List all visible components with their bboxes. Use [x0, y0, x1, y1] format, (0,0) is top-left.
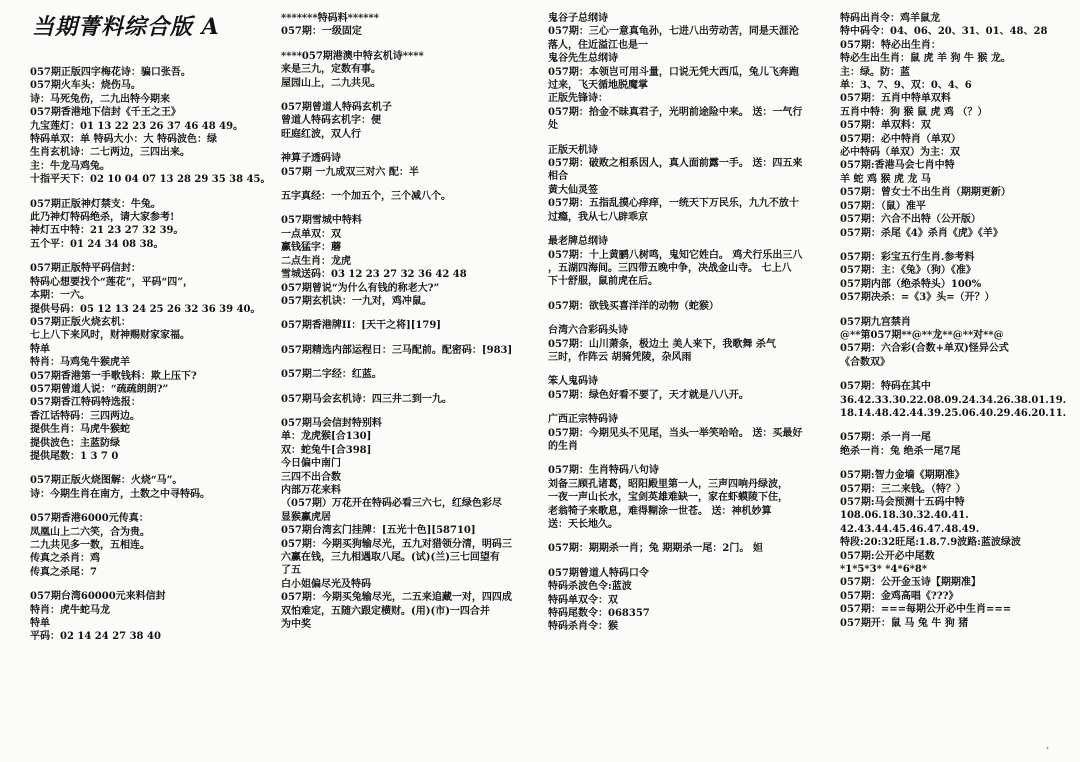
- text-line: 特段:20:32旺尾:1.8.7.9波路:蓝波绿波: [840, 537, 1021, 549]
- text-line: 057期：一级固定: [281, 26, 362, 38]
- text-line: 057期：公开金玉诗【期期准】: [840, 577, 981, 589]
- text-line: 057期：单双料：双: [840, 120, 931, 132]
- text-line: 057期:香港马会七肖中特: [840, 160, 955, 172]
- text-line: 双：蛇兔牛[合398]: [281, 444, 372, 456]
- text-line: 本期：一六。: [30, 290, 90, 302]
- column-3-section: [548, 235, 832, 289]
- text-line: 057期香港地下信封《千王之王》: [30, 107, 181, 119]
- text-line: 057期：特必出生肖：: [840, 39, 941, 51]
- text-line: 三四不出合数: [281, 471, 341, 483]
- text-line: 057期雪城中特料: [281, 215, 362, 227]
- column-3-section: [548, 413, 832, 453]
- text-line: 落人，住近溢江也是一: [548, 39, 648, 51]
- column-3-section: [548, 300, 832, 313]
- text-line: 057期：===每期公开必中生肖===: [840, 604, 1012, 616]
- text-line: 特单: [30, 618, 50, 630]
- text-line: 五肖中特：狗 猴 鼠 虎 鸡 （？）: [840, 106, 988, 118]
- text-line: 057期正版神灯禁支：牛兔。: [30, 198, 161, 210]
- column-1-section: [30, 198, 278, 252]
- column-3-section: [548, 324, 832, 364]
- column-1-section: [30, 474, 278, 501]
- text-line: 057期：杀尾《4》杀肖《虎》《羊》: [840, 227, 1003, 239]
- text-line: 057期：三心一意真龟孙，七进八出劳动苦，同是天涯沦: [548, 26, 799, 38]
- text-line: 神灯五中特：21 23 27 32 39。: [30, 225, 184, 237]
- text-line: 057期：六合不出特（公开版）: [840, 214, 981, 226]
- text-line: 笨人鬼码诗: [548, 376, 598, 388]
- column-2-section: [281, 214, 541, 308]
- text-line: 单：3、7、9、双：0、4、6: [840, 80, 972, 92]
- text-line: 057期：（鼠）准平: [840, 200, 926, 212]
- text-line: 送：天长地久。: [548, 519, 618, 530]
- column-2-section: [281, 152, 541, 179]
- text-line: 057期：杀一肖一尾: [840, 432, 931, 444]
- column-2: [281, 12, 541, 642]
- column-3-section: [548, 567, 832, 634]
- text-line: 057期正版火烧图解：火烧“马”。: [30, 475, 183, 487]
- text-line: 057期：今期买兔输尽光，二五来追藏一对，四四成: [281, 592, 512, 604]
- page-title: 当期菁料综合版 A: [32, 14, 220, 40]
- text-line: 057期：绿色好看不要了，天才就是八八开。: [548, 389, 749, 401]
- text-line: 神算子透码诗: [281, 153, 341, 165]
- text-line: 五字真经：一个加五个，三个减八个。: [281, 191, 451, 203]
- text-line: 特肖：虎牛蛇马龙: [30, 604, 110, 616]
- column-1-section: [30, 512, 278, 579]
- text-line: 主：牛龙马鸡兔。: [30, 160, 110, 172]
- text-line: 二九共见多一数，五相连。: [30, 540, 150, 551]
- column-2-section: [281, 12, 541, 39]
- text-line: 057期正版火烧玄机：: [30, 316, 131, 328]
- text-line: 057期：本领岂可用斗量，口说无凭大西瓜，兔儿飞奔跑: [548, 66, 799, 78]
- text-line: 057期：必中特肖（单双）: [840, 133, 961, 145]
- text-line: 提供生肖：马虎牛猴蛇: [30, 424, 130, 436]
- text-line: ，五湖四海间。三四带五晚中争，决战金山寺。 七上八: [548, 262, 792, 274]
- text-line: 057期马会玄机诗：四三井二到一九。: [281, 393, 452, 405]
- corner-mark: 、: [1046, 741, 1054, 750]
- text-line: 特码杀肖令：猴: [548, 621, 618, 633]
- text-line: 057期内部（绝杀特头）100%: [840, 278, 982, 290]
- text-line: 057期：特码在其中: [840, 381, 931, 393]
- text-line: 鬼谷先生总纲诗: [548, 53, 618, 65]
- text-line: 来是三九，定数有事。: [281, 64, 381, 76]
- text-line: 显猴赢虎居: [281, 511, 331, 523]
- column-4-section: [840, 431, 1076, 458]
- text-line: 六赢在钱，三九相遇取八尾。(试)(兰)三七回望有: [281, 552, 500, 563]
- text-line: 传真之杀肖：鸡: [30, 553, 100, 565]
- text-line: 提供波色：主蓝防绿: [30, 437, 120, 449]
- column-4: [840, 12, 1076, 641]
- text-line: 黄大仙灵签: [548, 184, 598, 196]
- text-line: 057期:马会预测十五码中特: [840, 497, 965, 508]
- text-line: 057期精选内部运程日：三马配前。配密码：[983]: [281, 344, 513, 356]
- text-line: 单：龙虎猴[合130]: [281, 431, 372, 443]
- text-line: 057期玄机诀：一九对，鸡冲鼠。: [281, 295, 432, 307]
- text-line: 相合: [548, 171, 568, 183]
- column-3: [548, 12, 832, 645]
- text-line: 057期：山川萧条，极边土 美人来下，我歌舞 杀气: [548, 338, 776, 350]
- text-line: 057期香江特码特选报：: [30, 397, 141, 409]
- text-line: 057期火车头：烧伤马。: [30, 80, 141, 92]
- text-line: （057期）万花开在特码必看三六七，红绿色彩尽: [281, 498, 502, 510]
- text-line: 057期：今期见头不见尾，当头一举笑哈哈。 送：买最好: [548, 427, 803, 439]
- text-line: 七上八下来风时，财神赐财家家福。: [30, 330, 190, 342]
- text-line: 下十舒服，鼠前虎在后。: [548, 276, 658, 288]
- text-line: *1*5*3* *4*6*8*: [840, 564, 928, 576]
- text-line: 凤凰山上二六笑，合为贵。: [30, 526, 150, 538]
- column-4-section: [840, 251, 1076, 305]
- text-line: 诗：今期生肖在南方，土数之中寻特码。: [30, 488, 210, 500]
- column-3-section: [548, 542, 832, 555]
- column-3-section: [548, 12, 832, 133]
- column-3-section: [548, 144, 832, 224]
- text-line: 057期台湾玄门挂牌：[五光十色][58710]: [281, 525, 476, 537]
- text-line: 提供尾数：1 3 7 0: [30, 450, 119, 462]
- text-line: 九宝莲灯：01 13 22 23 26 37 46 48 49。: [30, 120, 244, 132]
- text-line: 057期曾道人特码口令: [548, 567, 649, 579]
- column-2-section: [281, 344, 541, 357]
- text-line: 老翁犄子来歌息，难得糊涂一世苍。 送：神机妙算: [548, 505, 772, 517]
- text-line: 特码单双：单 特码大小：大 特码波色：绿: [30, 134, 217, 146]
- text-line: 正版天机诗: [548, 144, 598, 156]
- column-4-section: [840, 316, 1076, 370]
- text-line: 雪城送码：03 12 23 27 32 36 42 48: [281, 269, 467, 281]
- text-line: 057期开：鼠 马 兔 牛 狗 猪: [840, 617, 969, 629]
- text-line: ****057期港澳中特玄机诗****: [281, 50, 424, 62]
- text-line: 赢钱猛字：蘑: [281, 242, 341, 254]
- text-line: 一点单双：双: [281, 228, 341, 240]
- text-line: 057期：生肖特码八句诗: [548, 465, 659, 477]
- text-line: 特码出肖令：鸡羊鼠龙: [840, 13, 940, 24]
- text-line: 平码：02 14 24 27 38 40: [30, 631, 161, 643]
- column-1-section: [30, 590, 278, 644]
- text-line: 今日偏中南门: [281, 458, 341, 470]
- text-line: 双怕难定，五随六跟定横财。(用)(市)一四合并: [281, 605, 490, 617]
- text-line: 绝杀一肖：兔 绝杀一尾7尾: [840, 445, 961, 457]
- text-line: 特中码令：04、06、20、31、01、48、28: [840, 26, 1048, 38]
- text-line: 的生肖: [548, 440, 578, 452]
- text-line: 057期：金鸡高唱《???》: [840, 590, 959, 602]
- text-line: 五个平：01 24 34 08 38。: [30, 238, 164, 250]
- text-line: 《合数双》: [840, 356, 890, 368]
- text-line: 特码心想要找个“莲花”，平码“四”，: [30, 276, 194, 288]
- column-1-section: [30, 262, 278, 463]
- text-line: 057期台湾60000元来料信封: [30, 591, 166, 603]
- text-line: 特肖：马鸡兔牛猴虎羊: [30, 357, 130, 369]
- text-line: 曾道人特码玄机字：便: [281, 115, 381, 127]
- column-2-section: [281, 50, 541, 90]
- text-line: 057期曾说“为什么有钱的称老大?”: [281, 282, 440, 294]
- text-line: 三时，作阵云 胡骑凭陵，杂风雨: [548, 351, 692, 363]
- text-line: 特码杀波色令:蓝波: [548, 581, 632, 593]
- text-line: 内部万花来料: [281, 484, 341, 496]
- text-line: 057期：主：《兔》（狗）《准》: [840, 265, 976, 277]
- text-line: 白小姐偏尽光及特码: [281, 578, 371, 590]
- text-line: 处: [548, 120, 558, 132]
- column-2-section: [281, 101, 541, 141]
- text-line: 过来，飞天循地脱魔掌: [548, 80, 648, 92]
- text-line: 主：绿。防：蓝: [840, 66, 910, 78]
- text-line: 正版先锋诗：: [548, 93, 608, 105]
- text-line: 057期：今期买狗输尽光，五九对猎领分清，明码三: [281, 538, 512, 550]
- text-line: 二点生肖：龙虎: [281, 255, 351, 267]
- text-line: 生肖玄机诗：二七两边，三四出来。: [30, 147, 190, 159]
- text-line: @**第057期**@**龙**@**对**@: [840, 329, 1004, 341]
- column-2-section: [281, 319, 541, 332]
- column-2-section: [281, 190, 541, 203]
- text-line: 羊 蛇 鸡 猴 虎 龙 马: [840, 173, 931, 185]
- text-line: 诗：马死兔伤，二九出特今期来: [30, 93, 170, 105]
- column-4-section: [840, 380, 1076, 420]
- text-line: 057期 一九成双三对六 配：半: [281, 166, 419, 178]
- text-line: 传真之杀尾：7: [30, 566, 97, 578]
- text-line: 特必生出生肖：鼠 虎 羊 狗 牛 猴 龙。: [840, 53, 1011, 65]
- text-line: 057期曾道人说：“疏疏朗朗?”: [30, 383, 169, 395]
- column-1-section: [30, 66, 278, 187]
- text-line: 香江话特码：三四两边。: [30, 410, 140, 422]
- text-line: 057期：破败之相系因人，真人面前露一手。 送：四五来: [548, 158, 803, 170]
- column-4-section: [840, 12, 1076, 240]
- text-line: 057期：彩宝五行生肖.参考料: [840, 251, 975, 263]
- text-line: 旺庭红波，双人行: [281, 128, 361, 140]
- text-line: 057期：三二来钱。（特？）: [840, 483, 966, 495]
- text-line: 057期正版特平码信封：: [30, 263, 141, 275]
- text-line: 必中特码（单双）为主：双: [840, 147, 960, 159]
- text-line: 一夜一声山长水，宝剑英雄难缺一，家在虾蟆陵下住，: [548, 492, 788, 504]
- text-line: 057期正版四字梅花诗：骗口张吾。: [30, 67, 191, 78]
- column-4-section: [840, 469, 1076, 630]
- text-line: 特码尾数令：068357: [548, 608, 650, 620]
- text-line: 屋园山上，二九共见。: [281, 77, 381, 89]
- column-2-section: [281, 417, 541, 632]
- text-line: 057期：期期杀一肖；兔 期期杀一尾：2门。 妲: [548, 543, 763, 555]
- text-line: 特单: [30, 343, 50, 355]
- text-line: 057期:公开必中尾数: [840, 550, 935, 562]
- text-line: 36.42.33.30.22.08.09.24.34.26.38.01.19.: [840, 394, 1067, 406]
- text-line: 057期：欲钱买喜洋洋的动物（蛇猴）: [548, 300, 719, 312]
- text-line: 057期：六合彩(合数+单双)怪异公式: [840, 343, 1009, 355]
- column-3-section: [548, 464, 832, 531]
- text-line: 057期：十上黄鹂八树鸣，鬼知它姓白。 鸡犬行乐出三八: [548, 249, 803, 261]
- text-line: 42.43.44.45.46.47.48.49.: [840, 523, 980, 535]
- text-line: 057期香港第一手歌钱料：欺上压下?: [30, 370, 197, 382]
- text-line: 过瘾，我从七八辟乖京: [548, 211, 648, 223]
- text-line: 057期:智力金墙《期期准》: [840, 470, 965, 482]
- text-line: 为中奖: [281, 619, 311, 631]
- text-line: 十指平天下：02 10 04 07 13 28 29 35 38 45。: [30, 174, 271, 186]
- column-2-section: [281, 393, 541, 406]
- text-line: 057期九宫禁肖: [840, 316, 911, 328]
- text-line: 18.14.48.42.44.39.25.06.40.29.46.20.11.: [840, 407, 1067, 419]
- text-line: 057期：曾女士不出生肖（期期更新）: [840, 187, 1011, 199]
- text-line: 刘备三顾孔诸葛，昭阳殿里第一人，三声四响丹绿波，: [548, 478, 788, 490]
- text-line: 057期：五指乱摸心痒痒，一统天下万民乐，九九不放十: [548, 198, 799, 210]
- text-line: 057期曾道人特码玄机子: [281, 102, 392, 114]
- text-line: 此乃神灯特码绝杀，请大家参考!: [30, 212, 175, 224]
- column-1: [30, 66, 278, 655]
- text-line: 提供号码：05 12 13 24 25 26 32 36 39 40。: [30, 303, 261, 315]
- column-2-section: [281, 368, 541, 381]
- text-line: 特码单双令：双: [548, 594, 618, 606]
- column-3-section: [548, 375, 832, 402]
- text-line: 鬼谷子总纲诗: [548, 13, 608, 24]
- text-line: 最老牌总纲诗: [548, 236, 608, 248]
- text-line: 057期马会信封特别料: [281, 417, 382, 429]
- text-line: 057期香港牌II：[天干之将][179]: [281, 320, 442, 332]
- text-line: 108.06.18.30.32.40.41.: [840, 510, 969, 522]
- text-line: 057期二字经：红蓝。: [281, 369, 382, 381]
- text-line: *******特码料******: [281, 13, 379, 24]
- text-line: 057期：拾金不昧真君子，光明前途险中来。 送：一气行: [548, 106, 803, 118]
- text-line: 了五: [281, 565, 301, 577]
- text-line: 台湾六合彩码头诗: [548, 325, 628, 337]
- text-line: 广西正宗特码诗: [548, 414, 618, 426]
- text-line: 057期决杀：=《3》头=（开？）: [840, 292, 995, 304]
- text-line: 057期：五肖中特单双料: [840, 93, 951, 105]
- text-line: 057期香港6000元传真：: [30, 513, 149, 525]
